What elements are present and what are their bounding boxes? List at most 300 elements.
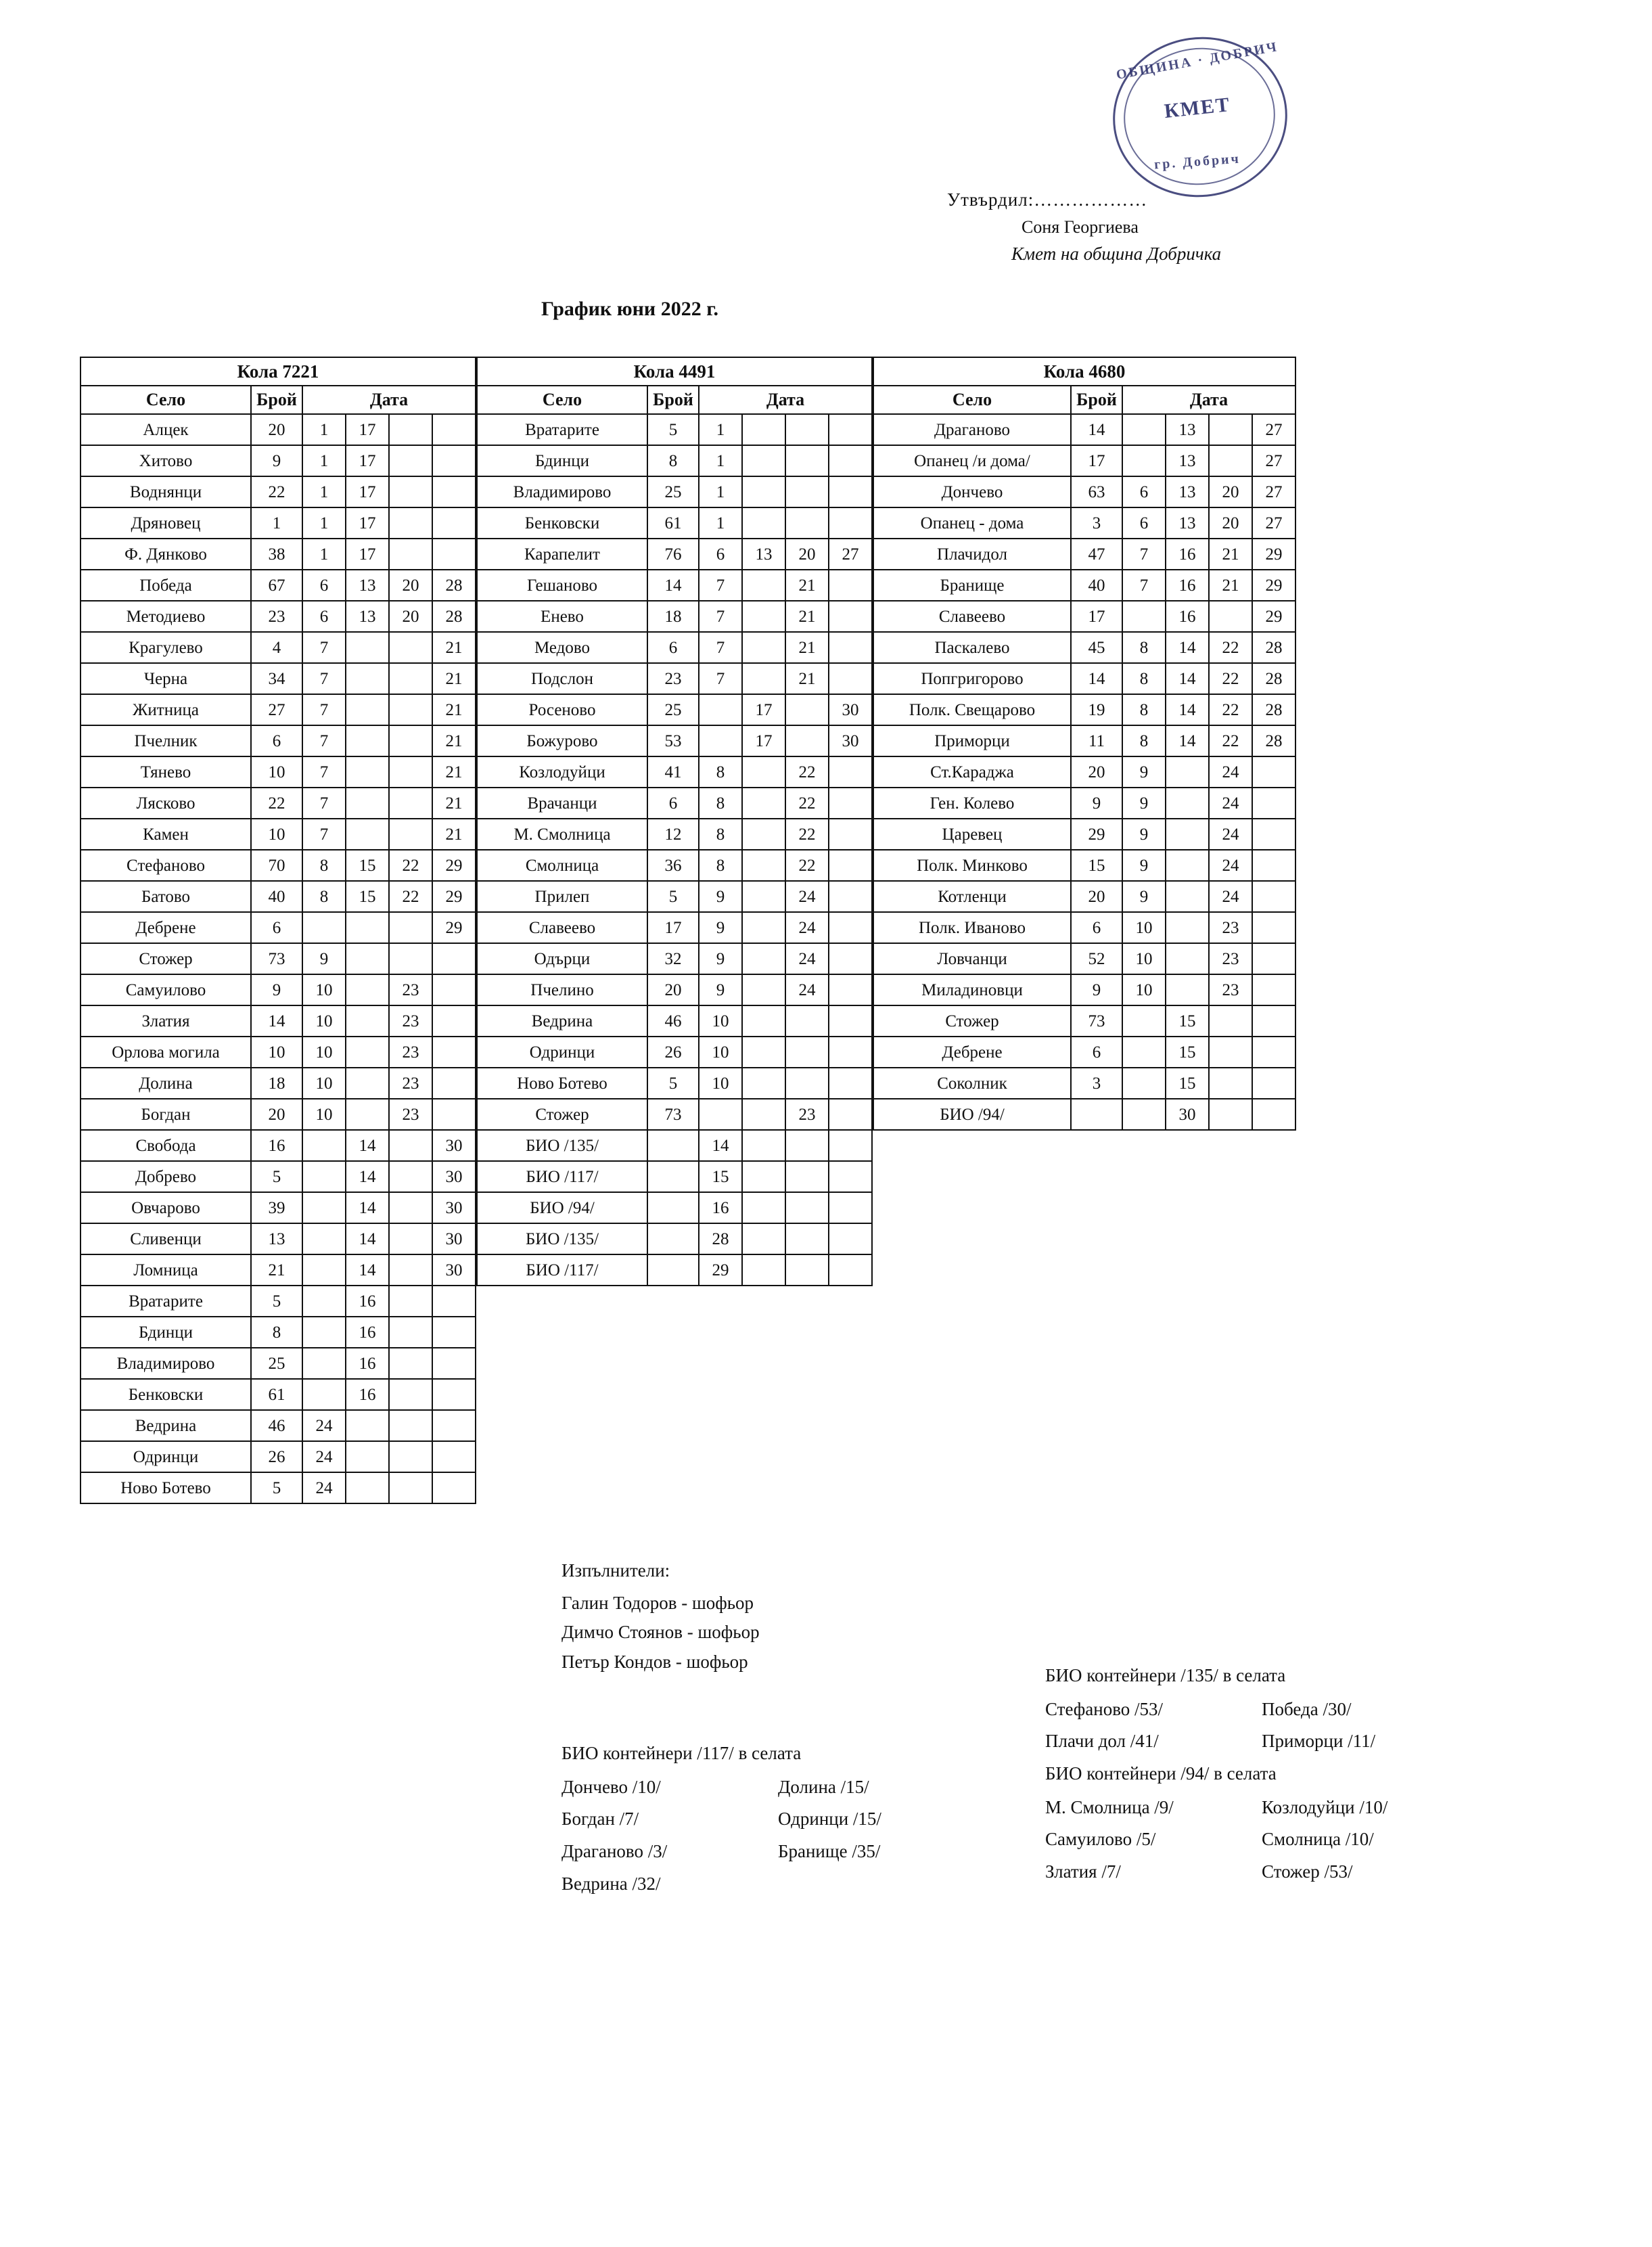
cell-date: 24 <box>1209 819 1252 850</box>
cell-date: 10 <box>699 1005 742 1037</box>
cell-date: 14 <box>1166 663 1209 694</box>
cell-date <box>829 1192 872 1223</box>
cell-date: 30 <box>432 1192 476 1223</box>
bio-94-title: БИО контейнери /94/ в селата <box>1045 1763 1277 1784</box>
list-item: Драганово /3/ <box>561 1841 668 1862</box>
cell-date <box>432 1441 476 1472</box>
table-row <box>873 694 1295 725</box>
cell-count: 21 <box>251 1254 302 1286</box>
cell-date <box>785 1192 829 1223</box>
cell-date <box>432 476 476 507</box>
cell-count: 67 <box>251 570 302 601</box>
cell-date: 1 <box>302 476 346 507</box>
list-item: Бранище /35/ <box>778 1841 881 1862</box>
cell-date: 15 <box>1166 1005 1209 1037</box>
cell-date <box>302 1192 346 1223</box>
cell-date: 8 <box>699 850 742 881</box>
table-row <box>477 1099 872 1130</box>
cell-date: 7 <box>302 725 346 756</box>
cell-date <box>742 570 785 601</box>
cell-village: Воднянци <box>81 476 251 507</box>
cell-date: 14 <box>346 1254 389 1286</box>
cell-date: 1 <box>302 507 346 539</box>
cell-date <box>432 1286 476 1317</box>
cell-date: 30 <box>432 1130 476 1161</box>
table-row <box>81 725 476 756</box>
cell-date: 8 <box>1122 632 1166 663</box>
cell-date <box>389 476 432 507</box>
cell-date: 29 <box>699 1254 742 1286</box>
cell-date: 7 <box>1122 539 1166 570</box>
cell-date <box>742 476 785 507</box>
cell-date: 21 <box>1209 570 1252 601</box>
cell-date <box>1166 850 1209 881</box>
cell-date <box>389 1441 432 1472</box>
table-row <box>81 788 476 819</box>
cell-date <box>432 445 476 476</box>
stamp-bottom-text: гр. Добрич <box>1153 151 1241 173</box>
cell-village: Подслон <box>477 663 647 694</box>
cell-date: 8 <box>1122 725 1166 756</box>
cell-count: 73 <box>251 943 302 974</box>
cell-village: Алцек <box>81 414 251 445</box>
cell-count: 17 <box>647 912 699 943</box>
cell-village: Владимирово <box>81 1348 251 1379</box>
cell-village: Сливенци <box>81 1223 251 1254</box>
cell-village: Ст.Караджа <box>873 756 1071 788</box>
cell-count: 10 <box>251 819 302 850</box>
cell-date: 21 <box>432 725 476 756</box>
cell-date: 7 <box>1122 570 1166 601</box>
cell-date <box>742 1223 785 1254</box>
cell-date: 17 <box>346 476 389 507</box>
table-row <box>81 1286 476 1317</box>
table-row <box>81 507 476 539</box>
cell-date <box>346 1410 389 1441</box>
cell-count: 25 <box>251 1348 302 1379</box>
cell-count: 38 <box>251 539 302 570</box>
table-row <box>477 445 872 476</box>
table-row <box>477 943 872 974</box>
cell-village: Бранище <box>873 570 1071 601</box>
list-item: Победа /30/ <box>1262 1698 1352 1719</box>
cell-village: Камен <box>81 819 251 850</box>
cell-date <box>742 1037 785 1068</box>
table-row <box>873 1005 1295 1037</box>
cell-date: 1 <box>699 445 742 476</box>
cell-date <box>302 1130 346 1161</box>
cell-date: 8 <box>699 756 742 788</box>
cell-count: 12 <box>647 819 699 850</box>
cell-date: 15 <box>346 881 389 912</box>
cell-date: 6 <box>1122 476 1166 507</box>
executor-3: Петър Кондов - шофьор <box>561 1652 748 1673</box>
cell-date: 29 <box>432 881 476 912</box>
cell-date: 30 <box>432 1161 476 1192</box>
cell-date: 14 <box>1166 694 1209 725</box>
list-item: Плачи дол /41/ <box>1045 1731 1159 1752</box>
cell-count: 9 <box>1071 974 1122 1005</box>
stamp-top-text: ОБЩИНА · ДОБРИЧ <box>1115 39 1280 83</box>
bio-117-title: БИО контейнери /117/ в селата <box>561 1743 802 1763</box>
cell-date <box>742 1192 785 1223</box>
cell-village: Орлова могила <box>81 1037 251 1068</box>
cell-count: 26 <box>251 1441 302 1472</box>
cell-date <box>829 912 872 943</box>
cell-date <box>389 756 432 788</box>
cell-count: 1 <box>251 507 302 539</box>
cell-date: 8 <box>699 788 742 819</box>
cell-count: 22 <box>251 788 302 819</box>
cell-date: 22 <box>1209 663 1252 694</box>
cell-village: М. Смолница <box>477 819 647 850</box>
cell-date <box>302 912 346 943</box>
cell-count: 14 <box>1071 414 1122 445</box>
cell-village: БИО /117/ <box>477 1161 647 1192</box>
cell-count: 14 <box>251 1005 302 1037</box>
cell-date <box>1122 414 1166 445</box>
cell-date <box>389 819 432 850</box>
cell-date: 1 <box>699 476 742 507</box>
table-row <box>477 414 872 445</box>
cell-village: Драганово <box>873 414 1071 445</box>
cell-date: 7 <box>699 601 742 632</box>
cell-village: Росеново <box>477 694 647 725</box>
table-row <box>873 476 1295 507</box>
cell-village: Бдинци <box>477 445 647 476</box>
cell-count <box>1071 1099 1122 1130</box>
cell-village: Овчарово <box>81 1192 251 1223</box>
cell-village: Дряновец <box>81 507 251 539</box>
table-row <box>81 476 476 507</box>
cell-date <box>346 632 389 663</box>
cell-date <box>829 1068 872 1099</box>
cell-village: Хитово <box>81 445 251 476</box>
cell-count: 9 <box>251 974 302 1005</box>
cell-date: 14 <box>346 1161 389 1192</box>
cell-date <box>1122 1037 1166 1068</box>
cell-village: Гешаново <box>477 570 647 601</box>
cell-village: Ген. Колево <box>873 788 1071 819</box>
col-count: Брой <box>647 386 699 414</box>
table-row <box>873 819 1295 850</box>
cell-date: 24 <box>1209 756 1252 788</box>
table-row <box>81 570 476 601</box>
cell-date <box>1209 445 1252 476</box>
cell-date <box>742 414 785 445</box>
cell-date: 9 <box>1122 788 1166 819</box>
cell-village: Дебрене <box>873 1037 1071 1068</box>
cell-date: 23 <box>389 1037 432 1068</box>
table-row <box>873 1068 1295 1099</box>
cell-date: 28 <box>1252 694 1295 725</box>
cell-date <box>785 476 829 507</box>
cell-village: Победа <box>81 570 251 601</box>
cell-date <box>389 1286 432 1317</box>
cell-date: 27 <box>1252 507 1295 539</box>
cell-date: 10 <box>302 1037 346 1068</box>
cell-count <box>647 1254 699 1286</box>
cell-count: 14 <box>1071 663 1122 694</box>
table-row <box>477 756 872 788</box>
cell-count: 25 <box>647 476 699 507</box>
cell-date: 28 <box>699 1223 742 1254</box>
table-row <box>477 570 872 601</box>
cell-date: 29 <box>432 912 476 943</box>
cell-village: Одринци <box>477 1037 647 1068</box>
cell-count: 3 <box>1071 1068 1122 1099</box>
list-item: Смолница /10/ <box>1262 1829 1374 1850</box>
cell-village: Бенковски <box>477 507 647 539</box>
cell-date <box>742 1005 785 1037</box>
cell-date <box>432 1379 476 1410</box>
cell-date: 28 <box>432 570 476 601</box>
cell-date <box>302 1348 346 1379</box>
cell-count: 27 <box>251 694 302 725</box>
cell-date <box>785 1223 829 1254</box>
cell-date: 16 <box>1166 601 1209 632</box>
cell-date <box>432 1410 476 1441</box>
approval-block <box>947 186 1421 267</box>
cell-village: Царевец <box>873 819 1071 850</box>
cell-date: 23 <box>1209 912 1252 943</box>
cell-date: 21 <box>432 632 476 663</box>
cell-count <box>647 1192 699 1223</box>
table-row <box>81 1254 476 1286</box>
cell-date <box>829 1005 872 1037</box>
table-row <box>81 912 476 943</box>
table-row <box>873 663 1295 694</box>
cell-date <box>829 756 872 788</box>
cell-date <box>829 507 872 539</box>
cell-date <box>1166 788 1209 819</box>
table-row <box>81 943 476 974</box>
cell-village: Бдинци <box>81 1317 251 1348</box>
cell-village: Славеево <box>477 912 647 943</box>
cell-date <box>742 1099 785 1130</box>
cell-date <box>346 1099 389 1130</box>
bio-117-block <box>561 1739 994 1899</box>
table-row <box>873 632 1295 663</box>
cell-count: 20 <box>251 1099 302 1130</box>
cell-date: 7 <box>302 663 346 694</box>
cell-date <box>742 1068 785 1099</box>
table-row <box>477 1037 872 1068</box>
cell-date <box>1209 601 1252 632</box>
stamp-center-text: КМЕТ <box>1163 93 1232 123</box>
cell-date: 20 <box>785 539 829 570</box>
cell-date <box>389 1379 432 1410</box>
list-item: Богдан /7/ <box>561 1809 639 1830</box>
cell-date <box>1252 912 1295 943</box>
cell-date: 21 <box>432 788 476 819</box>
cell-date: 16 <box>1166 570 1209 601</box>
table-row <box>873 570 1295 601</box>
cell-date: 10 <box>302 1005 346 1037</box>
cell-date: 28 <box>1252 725 1295 756</box>
table-row <box>81 1472 476 1503</box>
schedule-table-7221 <box>80 357 476 1504</box>
table-row <box>477 507 872 539</box>
cell-count <box>647 1223 699 1254</box>
page-title: График юни 2022 г. <box>541 298 718 320</box>
cell-date: 24 <box>302 1472 346 1503</box>
cell-village: Стожер <box>873 1005 1071 1037</box>
cell-date <box>1122 445 1166 476</box>
cell-date <box>785 507 829 539</box>
cell-date <box>389 445 432 476</box>
cell-date <box>432 414 476 445</box>
cell-count: 70 <box>251 850 302 881</box>
executor-1: Галин Тодоров - шофьор <box>561 1592 754 1613</box>
table-row <box>81 1441 476 1472</box>
stamp-inner-ring <box>1115 38 1284 194</box>
cell-count <box>647 1130 699 1161</box>
list-item: М. Смолница /9/ <box>1045 1796 1174 1817</box>
cell-village: БИО /117/ <box>477 1254 647 1286</box>
table-row <box>81 1130 476 1161</box>
cell-village: Черна <box>81 663 251 694</box>
cell-date: 7 <box>302 756 346 788</box>
table-row <box>477 819 872 850</box>
table-row <box>81 1379 476 1410</box>
table-row <box>477 476 872 507</box>
cell-village: Миладиновци <box>873 974 1071 1005</box>
cell-date: 13 <box>1166 476 1209 507</box>
cell-date <box>699 725 742 756</box>
cell-date: 6 <box>1122 507 1166 539</box>
cell-date <box>1166 819 1209 850</box>
cell-date: 27 <box>829 539 872 570</box>
cell-date: 16 <box>699 1192 742 1223</box>
cell-count: 63 <box>1071 476 1122 507</box>
cell-date: 8 <box>302 881 346 912</box>
table-row <box>873 445 1295 476</box>
table-row <box>81 974 476 1005</box>
cell-date: 1 <box>699 507 742 539</box>
cell-date <box>346 663 389 694</box>
cell-date <box>829 570 872 601</box>
cell-date: 29 <box>432 850 476 881</box>
cell-date: 15 <box>699 1161 742 1192</box>
cell-date <box>742 601 785 632</box>
cell-date: 9 <box>302 943 346 974</box>
list-item: Стожер /53/ <box>1262 1861 1353 1882</box>
cell-date: 9 <box>1122 850 1166 881</box>
cell-date: 24 <box>785 881 829 912</box>
cell-date: 22 <box>785 850 829 881</box>
executors-title: Изпълнители: <box>561 1560 670 1581</box>
list-item: Приморци /11/ <box>1262 1731 1376 1752</box>
cell-date <box>346 756 389 788</box>
cell-date <box>829 1037 872 1068</box>
bio-94-block <box>1045 1759 1478 1887</box>
cell-date: 16 <box>346 1317 389 1348</box>
cell-date: 30 <box>1166 1099 1209 1130</box>
cell-date: 24 <box>302 1410 346 1441</box>
cell-village: Ф. Дянково <box>81 539 251 570</box>
list-item: Долина /15/ <box>778 1776 869 1797</box>
cell-date <box>785 1068 829 1099</box>
cell-count: 20 <box>251 414 302 445</box>
cell-village: Ловчанци <box>873 943 1071 974</box>
col-date: Дата <box>699 386 872 414</box>
table-row <box>81 445 476 476</box>
table-row <box>477 539 872 570</box>
cell-village: Пчелино <box>477 974 647 1005</box>
cell-date: 14 <box>346 1130 389 1161</box>
cell-date <box>432 943 476 974</box>
cell-date: 30 <box>432 1254 476 1286</box>
schedule-tables <box>80 357 1296 1504</box>
col-village: Село <box>81 386 251 414</box>
cell-date: 21 <box>785 601 829 632</box>
schedule-table-4680 <box>873 357 1296 1131</box>
cell-count: 61 <box>647 507 699 539</box>
cell-village: Врачанци <box>477 788 647 819</box>
cell-village: БИО /135/ <box>477 1223 647 1254</box>
table-row <box>81 414 476 445</box>
cell-date <box>302 1254 346 1286</box>
cell-date: 24 <box>1209 881 1252 912</box>
cell-date <box>829 974 872 1005</box>
cell-count: 6 <box>1071 912 1122 943</box>
cell-village: Пчелник <box>81 725 251 756</box>
cell-date: 20 <box>1209 476 1252 507</box>
cell-date <box>389 632 432 663</box>
cell-date <box>785 1254 829 1286</box>
list-item: Стефаново /53/ <box>1045 1698 1164 1719</box>
cell-date: 21 <box>432 694 476 725</box>
cell-date: 27 <box>1252 476 1295 507</box>
list-item: Козлодуйци /10/ <box>1262 1796 1388 1817</box>
col-count: Брой <box>251 386 302 414</box>
cell-date: 17 <box>346 507 389 539</box>
cell-date: 1 <box>302 414 346 445</box>
cell-date: 16 <box>346 1286 389 1317</box>
cell-date <box>829 819 872 850</box>
cell-date: 17 <box>346 414 389 445</box>
cell-count: 76 <box>647 539 699 570</box>
cell-date: 20 <box>389 570 432 601</box>
cell-date <box>389 1192 432 1223</box>
car-header: Кола 4491 <box>477 357 872 386</box>
bio-94-list <box>1045 1793 1478 1887</box>
cell-date <box>302 1223 346 1254</box>
cell-date <box>1252 788 1295 819</box>
cell-count: 6 <box>647 788 699 819</box>
cell-count: 6 <box>1071 1037 1122 1068</box>
table-row <box>873 850 1295 881</box>
cell-date <box>829 445 872 476</box>
cell-village: Попгригорово <box>873 663 1071 694</box>
table-row <box>477 601 872 632</box>
cell-count: 15 <box>1071 850 1122 881</box>
cell-village: Енево <box>477 601 647 632</box>
list-item <box>778 1869 994 1899</box>
cell-village: Стефаново <box>81 850 251 881</box>
table-row <box>477 1130 872 1161</box>
cell-date <box>742 756 785 788</box>
table-row <box>81 694 476 725</box>
col-count: Брой <box>1071 386 1122 414</box>
cell-village: Славеево <box>873 601 1071 632</box>
cell-date <box>389 912 432 943</box>
cell-date <box>742 445 785 476</box>
cell-village: Методиево <box>81 601 251 632</box>
cell-date <box>389 414 432 445</box>
cell-village: Ведрина <box>81 1410 251 1441</box>
